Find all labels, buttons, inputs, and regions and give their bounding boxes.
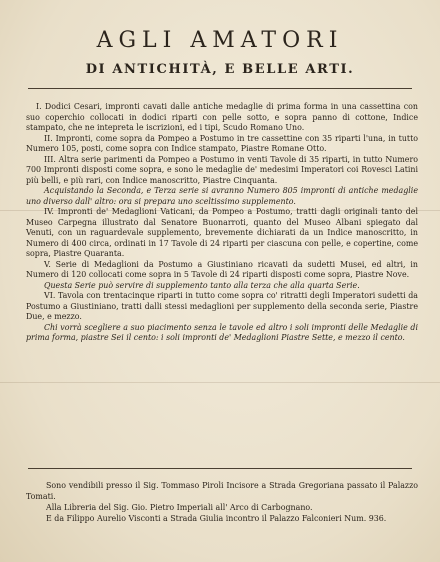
catalogue-item-paragraph: I. Dodici Cesari, impronti cavati dalle antiche medaglie di prima forma in una cassettina con suo coperchio collocati in dodici riparti con pelle sotto, e sopra panno di cottone, Indice stampato, che ne intepreta le iscrizioni, ed i tipi, Scudo Romano Uno. — [26, 102, 418, 132]
paper-fold-line — [0, 382, 440, 383]
italic-note-paragraph: Chi vorrà scegliere a suo piacimento senza le tavole ed altro i soli impronti delle Medaglie di prima forma, piastre Sei il cento: i soli impronti de' Medaglioni Piastre Sette, e mezzo il cento. — [26, 322, 418, 342]
title-rule — [28, 88, 412, 89]
catalogue-item-paragraph: IV. Impronti de' Medaglioni Vaticani, da Pompeo a Postumo, tratti dagli originali tanto del Museo Carpegna illustrato dal Senatore Buonarroti, quanto del Museo Albani spiegato dal Venuti, con un raguardevale supplemento, brevemente dichiarati da un Indice manoscritto, in Numero di 400 circa, ordinati in 17 Tavole di 24 riparti per ciascuna con pelle, e copertine, come sopra, Piastre Quaranta. — [26, 207, 418, 258]
catalogue-item-paragraph: II. Impronti, come sopra da Pompeo a Postumo in tre cassettine con 35 riparti l'una, in tutto Numero 105, posti, come sopra con Indice stampato, Piastre Romane Otto. — [26, 133, 418, 153]
catalogue-item-paragraph: III. Altra serie parimenti da Pompeo a Postumo in venti Tavole di 35 riparti, in tutto Numero 700 Impronti disposti come sopra, e sono le medaglie de' medesimi Imperatori coi Rovesci Latini più belli, e più rari, con Indice manoscritto, Piastre Cinquanta. — [26, 154, 418, 185]
page-subtitle: DI ANTICHITÀ, E BELLE ARTI. — [85, 62, 355, 77]
footer-rule — [28, 468, 412, 469]
sales-footer — [26, 480, 418, 524]
italic-note-paragraph: Questa Serie può servire di supplemento tanto alla terza che alla quarta Serie. — [44, 280, 360, 290]
catalogue-item-paragraph: V. Serie di Medaglioni da Postumo a Giustiniano ricavati da sudetti Musei, ed altri, in Numero di 120 collocati come sopra in 5 Tavole di 24 riparti disposti come sopra, Piastre Nove. — [26, 259, 418, 279]
italic-note-paragraph: Acquistando la Seconda, e Terza serie si avranno Numero 805 impronti di antiche medaglie uno diverso dall' altro: ora si prepara uno sceltissimo supplemento. — [26, 186, 418, 206]
catalogue-body — [26, 102, 418, 344]
page-title: AGLI AMATORI — [96, 28, 344, 53]
footer-address-line: E da Filippo Aurelio Visconti a Strada Giulia incontro il Palazzo Falconieri Num. 936. — [46, 514, 387, 523]
footer-address-line: Alla Libreria del Sig. Gio. Pietro Imperiali all' Arco di Carbognano. — [46, 503, 313, 512]
footer-address-line: Sono vendibili presso il Sig. Tommaso Piroli Incisore a Strada Gregoriana passato il Palazzo Tomati. — [26, 481, 418, 501]
catalogue-item-paragraph: VI. Tavola con trentacinque riparti in tutto come sopra co' ritratti degli Imperatori sudetti da Postumo a Giustiniano, tratti dalli stessi medaglioni per supplemento della seconda serie, Piastre Due, e mezzo. — [26, 291, 418, 321]
